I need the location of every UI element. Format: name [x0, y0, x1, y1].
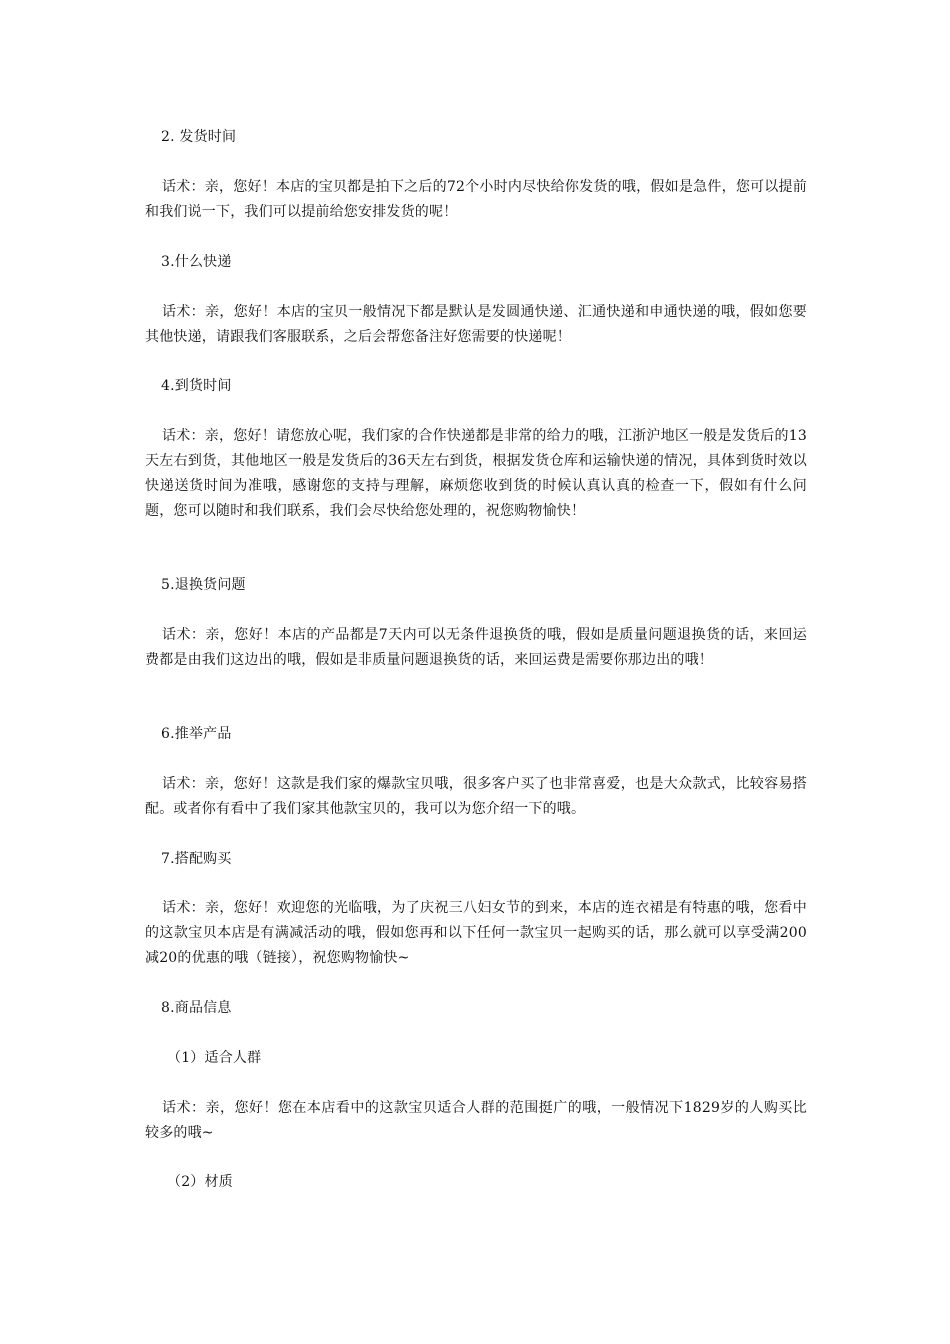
- section-heading-recommend: 6.推举产品: [161, 726, 232, 742]
- script-paragraph-courier: 话术：亲，您好！本店的宝贝一般情况下都是默认是发圆通快递、汇通快递和申通快递的哦，假如您要其他快递，请跟我们客服联系，之后会帮您备注好您需要的快递呢！: [145, 304, 807, 345]
- script-paragraph-audience: 话术：亲，您好！您在本店看中的这款宝贝适合人群的范围挺广的哦，一般情况下1829岁的人购买比较多的哦~: [145, 1100, 807, 1141]
- section-heading-arrival-time: 4.到货时间: [161, 378, 232, 394]
- script-paragraph-bundle: 话术：亲，您好！欢迎您的光临哦，为了庆祝三八妇女节的到来，本店的连衣裙是有特惠的哦，您看中的这款宝贝本店是有满减活动的哦，假如您再和以下任何一款宝贝一起购买的话，那么就可以享受满200减20的优惠的哦（链接），祝您购物愉快~: [145, 900, 807, 966]
- section-heading-product-info: 8.商品信息: [161, 1000, 232, 1016]
- section-heading-shipping-time: 2. 发货时间: [161, 129, 237, 145]
- section-heading-courier: 3.什么快递: [161, 254, 232, 270]
- script-paragraph-arrival-time: 话术：亲，您好！请您放心呢，我们家的合作快递都是非常的给力的哦，江浙沪地区一般是发货后的13天左右到货，其他地区一般是发货后的36天左右到货，根据发货仓库和运输快递的情况，具体到货时效以快递送货时间为准哦，感谢您的支持与理解，麻烦您收到货的时候认真认真的检查一下，假如有什么问题，您可以随时和我们联系，我们会尽快给您处理的，祝您购物愉快！: [145, 428, 807, 519]
- section-heading-returns: 5.退换货问题: [161, 577, 246, 593]
- script-paragraph-recommend: 话术：亲，您好！这款是我们家的爆款宝贝哦，很多客户买了也非常喜爱，也是大众款式，比较容易搭配。或者你有看中了我们家其他款宝贝的，我可以为您介绍一下的哦。: [145, 776, 807, 817]
- subsection-heading-audience: （1）适合人群: [167, 1050, 262, 1066]
- subsection-heading-material: （2）材质: [167, 1174, 233, 1190]
- script-paragraph-shipping-time: 话术：亲，您好！本店的宝贝都是拍下之后的72个小时内尽快给你发货的哦，假如是急件，您可以提前和我们说一下，我们可以提前给您安排发货的呢！: [145, 179, 807, 220]
- section-heading-bundle: 7.搭配购买: [161, 851, 232, 867]
- script-paragraph-returns: 话术：亲，您好！本店的产品都是7天内可以无条件退换货的哦，假如是质量问题退换货的话，来回运费都是由我们这边出的哦，假如是非质量问题退换货的话，来回运费是需要你那边出的哦！: [145, 627, 807, 668]
